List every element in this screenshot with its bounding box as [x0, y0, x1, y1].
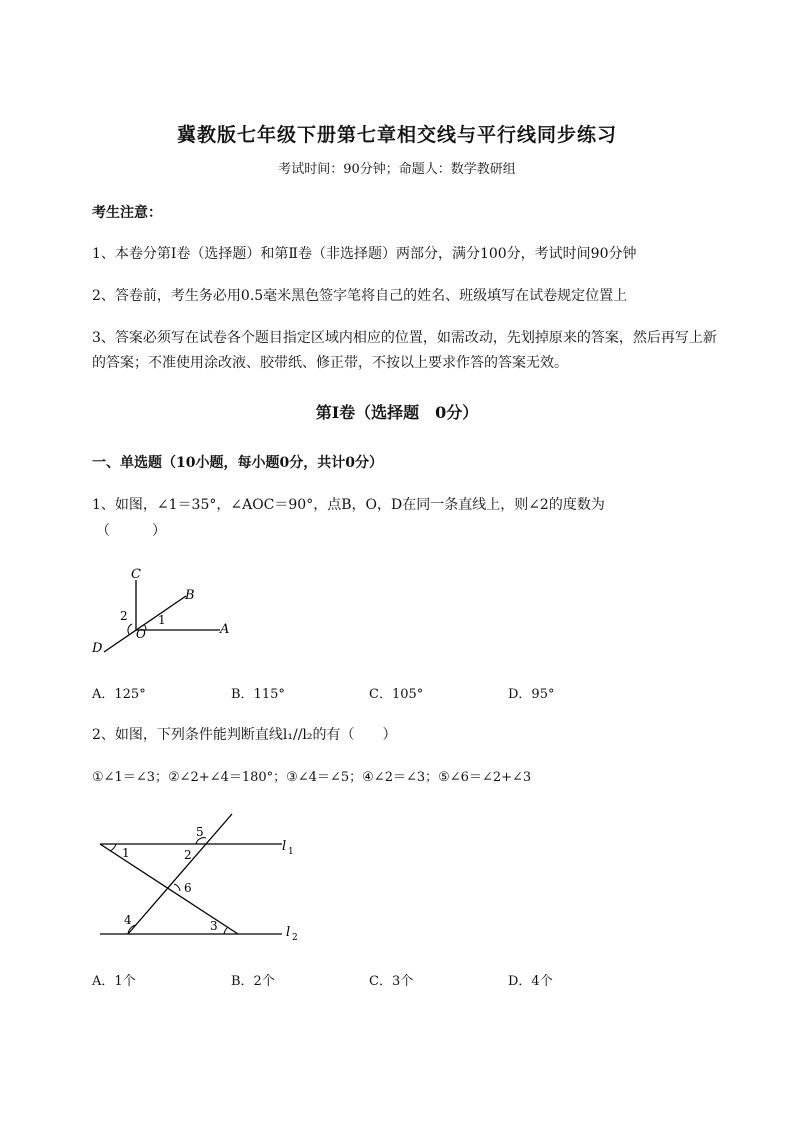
label-angle-2: 2 [120, 609, 128, 623]
q2-figure [92, 810, 312, 950]
line-db [104, 596, 186, 652]
q1-figure [88, 562, 248, 662]
section-title: 第Ⅰ卷（选择题 0分） [315, 403, 479, 422]
transversal-2 [128, 814, 232, 934]
q1-option-d[interactable]: D．95° [508, 687, 555, 702]
label-d: D [92, 641, 103, 656]
label-angle-5: 5 [196, 825, 204, 839]
label-o: O [136, 627, 146, 641]
label-l2: l [286, 925, 291, 940]
q2-option-b[interactable]: B．2个 [231, 974, 275, 989]
q2-stem: 2、如图，下列条件能判断直线l₁//l₂的有（ ） [92, 727, 397, 743]
angle-6-arc [174, 884, 180, 891]
label-angle-2: 2 [184, 848, 192, 862]
q2-option-c[interactable]: C．3个 [369, 974, 414, 989]
angle-3-arc [224, 927, 228, 934]
note-3: 3、答案必须写在试卷各个题目指定区域内相应的位置，如需改动，先划掉原来的答案，然后再写上新 [92, 330, 717, 346]
q1-answer-blank: （ ） [96, 523, 166, 539]
label-angle-1: 1 [122, 846, 130, 860]
note-3-continued: 的答案；不准使用涂改液、胶带纸、修正带，不按以上要求作答的答案无效。 [92, 355, 568, 371]
label-l1: l [282, 839, 287, 854]
note-2: 2、答卷前，考生务必用0.5毫米黑色签字笔将自己的姓名、班级填写在试卷规定位置上 [92, 288, 628, 304]
q1-stem: 1、如图，∠1＝35°，∠AOC＝90°，点B，O，D在同一条直线上，则∠2的度数为 [92, 497, 605, 513]
label-angle-1: 1 [158, 613, 166, 627]
q1-option-c[interactable]: C．105° [369, 687, 424, 702]
q2-option-d[interactable]: D．4个 [508, 974, 553, 989]
document-title: 冀教版七年级下册第七章相交线与平行线同步练习 [176, 124, 617, 146]
part-heading: 一、单选题（10小题，每小题0分，共计0分） [92, 455, 383, 471]
note-1: 1、本卷分第Ⅰ卷（选择题）和第Ⅱ卷（非选择题）两部分，满分100分，考试时间90分钟 [92, 246, 637, 262]
q2-conditions: ①∠1＝∠3；②∠2+∠4＝180°；③∠4＝∠5；④∠2＝∠3；⑤∠6＝∠2+∠3 [92, 770, 532, 785]
label-angle-3: 3 [210, 919, 218, 933]
angle-2-arc [128, 624, 132, 634]
q1-option-b[interactable]: B．115° [231, 687, 285, 702]
label-b: B [185, 588, 195, 603]
q1-option-a[interactable]: A．125° [92, 687, 146, 702]
label-l1-subscript: 1 [288, 847, 294, 857]
label-l2-subscript: 2 [292, 933, 298, 943]
label-a: A [220, 622, 230, 637]
label-c: C [131, 567, 141, 582]
q2-option-a[interactable]: A．1个 [92, 974, 136, 989]
notice-heading: 考生注意： [92, 205, 162, 221]
label-angle-4: 4 [124, 913, 132, 927]
document-subtitle: 考试时间：90分钟；命题人：数学教研组 [278, 162, 516, 177]
angle-1-arc [110, 844, 116, 851]
label-angle-6: 6 [184, 881, 192, 895]
